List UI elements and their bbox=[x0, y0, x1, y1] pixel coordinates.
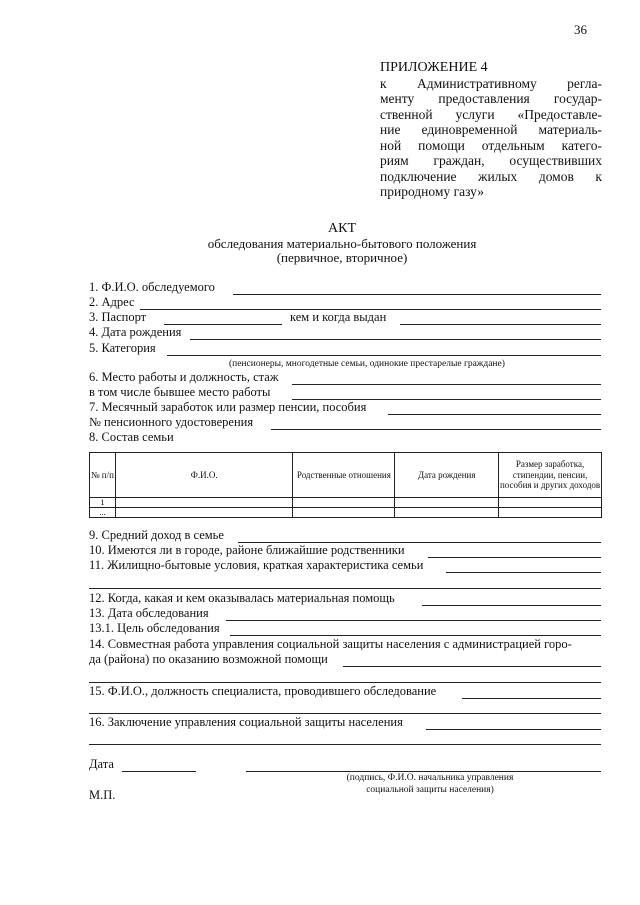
table-row bbox=[90, 498, 602, 508]
field-label-conclusion: 16. Заключение управления социальной защиты населения bbox=[89, 715, 403, 729]
field-label-survey-date: 13. Дата обследования bbox=[89, 606, 209, 620]
field-label-passport: 3. Паспорт bbox=[89, 310, 147, 324]
table-header-birthdate: Дата рождения bbox=[395, 453, 499, 498]
table-row bbox=[90, 508, 602, 518]
field-label-aid-history: 12. Когда, какая и кем оказывалась материальная помощь bbox=[89, 591, 395, 605]
doc-title: АКТ bbox=[328, 221, 356, 236]
field-line-relatives[interactable] bbox=[428, 557, 601, 558]
table-cell-number: 1 bbox=[90, 498, 116, 508]
date-label: Дата bbox=[89, 757, 114, 771]
stamp-label: М.П. bbox=[89, 788, 116, 802]
field-line-joint-work[interactable] bbox=[343, 666, 601, 667]
field-line-workplace[interactable] bbox=[292, 384, 601, 385]
appendix-line: подключение жилых домов к bbox=[380, 168, 602, 184]
table-cell[interactable] bbox=[499, 498, 602, 508]
field-label-family: 8. Состав семьи bbox=[89, 430, 174, 444]
table-cell[interactable] bbox=[293, 508, 395, 518]
table-header-row bbox=[90, 453, 602, 498]
appendix-line: к Административному регла- bbox=[380, 75, 602, 91]
field-line-issued-by[interactable] bbox=[400, 324, 601, 325]
field-label-joint-work: 14. Совместная работа управления социальной защиты населения с администрацией горо- bbox=[89, 637, 572, 651]
field-label-fio: 1. Ф.И.О. обследуемого bbox=[89, 280, 215, 294]
field-label-birthdate: 4. Дата рождения bbox=[89, 325, 182, 339]
field-label-address: 2. Адрес bbox=[89, 295, 135, 309]
page-number: 36 bbox=[574, 22, 587, 37]
appendix-line: ной помощи отдельным катего- bbox=[380, 137, 602, 153]
doc-subtitle-type: (первичное, вторичное) bbox=[276, 250, 408, 265]
appendix-block bbox=[380, 60, 602, 200]
field-label-living-conditions: 11. Жилищно-бытовые условия, краткая характеристика семьи bbox=[89, 558, 424, 572]
signature-caption bbox=[300, 772, 560, 796]
table-cell[interactable] bbox=[395, 508, 499, 518]
field-line-income[interactable] bbox=[388, 414, 601, 415]
table-cell-number: ... bbox=[90, 508, 116, 518]
table-header-number: № п/п bbox=[90, 453, 116, 498]
field-line-living-conditions[interactable] bbox=[446, 572, 601, 573]
doc-subtitle: обследования материально-бытового положения bbox=[207, 236, 477, 251]
field-line-fio[interactable] bbox=[233, 294, 601, 295]
field-label-pension-id: № пенсионного удостоверения bbox=[89, 415, 254, 429]
field-line-specialist[interactable] bbox=[462, 698, 601, 699]
field-line-conclusion[interactable] bbox=[426, 729, 601, 730]
field-line-birthdate[interactable] bbox=[190, 339, 601, 340]
field-label-survey-purpose: 13.1. Цель обследования bbox=[89, 621, 220, 635]
field-line-aid-history[interactable] bbox=[422, 605, 601, 606]
field-label-relatives: 10. Имеются ли в городе, районе ближайшие родственники bbox=[89, 543, 405, 557]
table-cell[interactable] bbox=[293, 498, 395, 508]
field-label-former-workplace: в том числе бывшее место работы bbox=[89, 385, 271, 399]
appendix-line: ственной услуги «Предоставле- bbox=[380, 106, 602, 122]
field-label-avg-income: 9. Средний доход в семье bbox=[89, 528, 224, 542]
field-line-pension-id[interactable] bbox=[271, 429, 601, 430]
family-table bbox=[89, 452, 602, 518]
field-line-passport[interactable] bbox=[164, 324, 282, 325]
signature-caption-line: (подпись, Ф.И.О. начальника управления bbox=[346, 773, 514, 783]
appendix-line: менту предоставления государ- bbox=[380, 91, 602, 106]
table-header-income: Размер заработка, стипендии, пенсии, пособия и других доходов bbox=[499, 453, 602, 498]
appendix-line: природному газу» bbox=[380, 184, 484, 199]
field-label-specialist: 15. Ф.И.О., должность специалиста, проводившего обследование bbox=[89, 684, 437, 698]
field-line-living-conditions-2[interactable] bbox=[89, 588, 601, 589]
table-header-fio: Ф.И.О. bbox=[115, 453, 293, 498]
category-hint: (пенсионеры, многодетные семьи, одинокие престарелые граждане) bbox=[229, 359, 505, 369]
table-cell[interactable] bbox=[115, 498, 293, 508]
field-label-issued-by: кем и когда выдан bbox=[290, 310, 387, 324]
field-label-income: 7. Месячный заработок или размер пенсии, пособия bbox=[89, 400, 367, 414]
appendix-line: ние единовременной материаль- bbox=[380, 122, 602, 137]
appendix-line: риям граждан, осуществивших bbox=[380, 153, 602, 168]
date-line[interactable] bbox=[122, 771, 196, 772]
table-header-relation: Родственные отношения bbox=[293, 453, 395, 498]
field-label-joint-work-cont: да (района) по оказанию возможной помощи bbox=[89, 652, 328, 666]
table-cell[interactable] bbox=[395, 498, 499, 508]
signature-caption-line: социальной защиты населения) bbox=[366, 785, 494, 795]
field-label-category: 5. Категория bbox=[89, 341, 156, 355]
field-line-survey-date[interactable] bbox=[226, 620, 601, 621]
field-line-conclusion-2[interactable] bbox=[89, 744, 601, 745]
field-label-workplace: 6. Место работы и должность, стаж bbox=[89, 370, 279, 384]
appendix-title: ПРИЛОЖЕНИЕ 4 bbox=[380, 60, 488, 75]
table-cell[interactable] bbox=[499, 508, 602, 518]
table-cell[interactable] bbox=[115, 508, 293, 518]
